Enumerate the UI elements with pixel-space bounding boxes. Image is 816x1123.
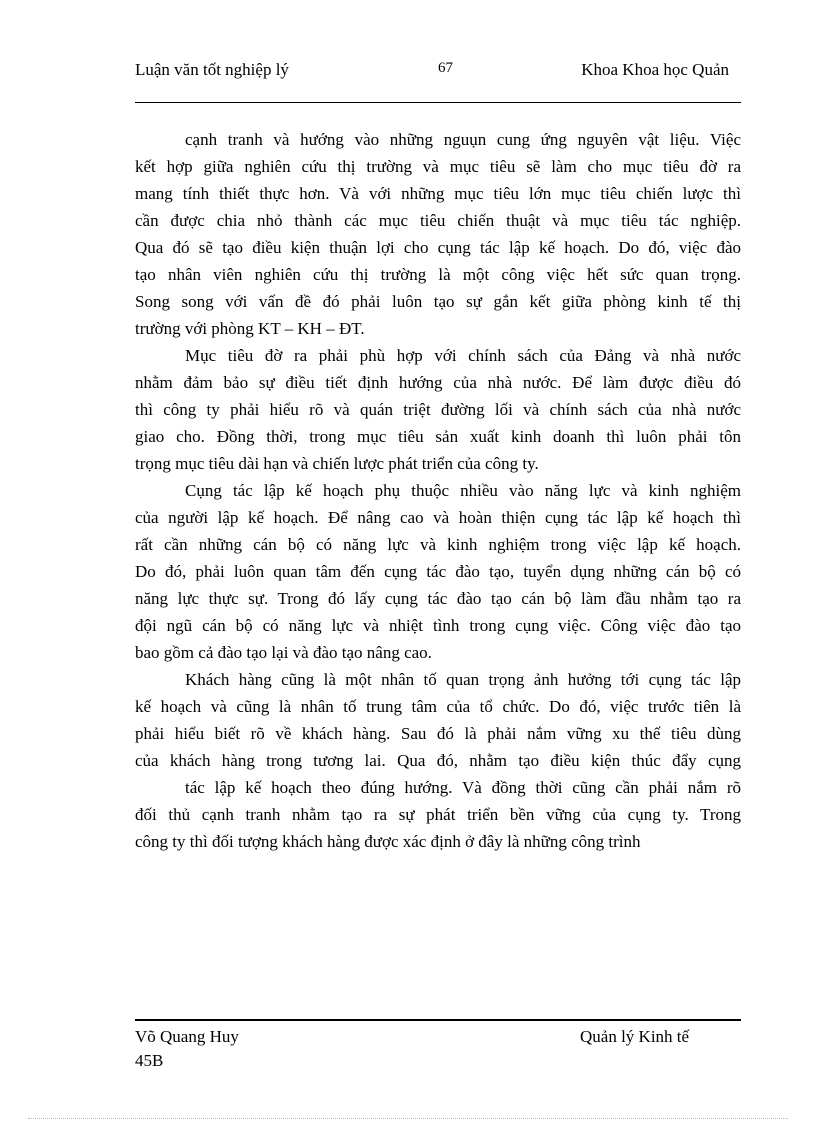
- page-footer: [135, 1019, 741, 1070]
- text-line: phải hiểu biết rõ về khách hàng. Sau đó là phải nắm vững xu thế tiêu dùng: [135, 724, 741, 743]
- text-line: Qua đó sẽ tạo điều kiện thuận lợi cho cụng tác lập kế hoạch. Do đó, việc đào: [135, 238, 741, 257]
- text-line: tác lập kế hoạch theo đúng hướng. Và đồng thời cũng cần phải nắm rõ: [185, 778, 741, 797]
- footer-author: Võ Quang Huy 45B: [135, 1027, 239, 1070]
- text-line: giao cho. Đồng thời, trong mục tiêu sản xuất kinh doanh thì luôn phải tôn: [135, 427, 741, 446]
- text-line: trường với phòng KT – KH – ĐT.: [135, 319, 365, 338]
- page-edge-divider: [28, 1118, 788, 1119]
- text-line: Do đó, phải luôn quan tâm đến cụng tác đào tạo, tuyển dụng những cán bộ có: [135, 562, 741, 581]
- page-number: 67: [438, 60, 453, 76]
- text-line: bao gồm cả đào tạo lại và đào tạo nâng cao.: [135, 643, 432, 662]
- header-faculty-label: Khoa Khoa học Quản: [581, 60, 729, 79]
- text-line: tạo nhân viên nghiên cứu thị trường là một công việc hết sức quan trọng.: [135, 265, 741, 284]
- text-line: Song song với vấn đề đó phải luôn tạo sự gắn kết giữa phòng kinh tế thị: [135, 292, 741, 311]
- text-line: thì công ty phải hiểu rõ và quán triệt đường lối và chính sách của nhà nước: [135, 400, 741, 419]
- page-header: [135, 58, 741, 103]
- text-line: rất cần những cán bộ có năng lực và kinh nghiệm trong việc lập kế hoạch.: [135, 535, 741, 554]
- footer-major: Quản lý Kinh tế: [580, 1027, 690, 1046]
- text-line: của người lập kế hoạch. Để nâng cao và hoàn thiện cụng tác lập kế hoạch thì: [135, 508, 741, 527]
- text-line: cần được chia nhỏ thành các mục tiêu chiến thuật và mục tiêu tác nghiệp.: [135, 211, 741, 230]
- text-line: công ty thì đối tượng khách hàng được xác định ở đây là những công trình: [135, 832, 641, 851]
- body-text: [135, 126, 741, 855]
- text-line: đội ngũ cán bộ có năng lực và nhiệt tình trong cụng việc. Công việc đào tạo: [135, 616, 741, 635]
- text-line: đối thủ cạnh tranh nhằm tạo ra sự phát triển bền vững của cụng ty. Trong: [135, 805, 741, 824]
- text-line: Cụng tác lập kế hoạch phụ thuộc nhiều vào năng lực và kinh nghiệm: [185, 481, 741, 500]
- text-line: Mục tiêu đờ ra phải phù hợp với chính sách của Đảng và nhà nước: [185, 346, 741, 365]
- header-thesis-label: Luận văn tốt nghiệp lý: [135, 60, 289, 79]
- text-line: của khách hàng trong tương lai. Qua đó, nhằm tạo điều kiện thúc đẩy cụng: [135, 751, 741, 770]
- text-line: nhằm đảm bảo sự điều tiết định hướng của nhà nước. Để làm được điều đó: [135, 373, 741, 392]
- text-line: kết hợp giữa nghiên cứu thị trường và mục tiêu sẽ làm cho mục tiêu đờ ra: [135, 157, 741, 176]
- text-line: Khách hàng cũng là một nhân tố quan trọng ảnh hưởng tới cụng tác lập: [185, 670, 741, 689]
- text-line: trọng mục tiêu dài hạn và chiến lược phát triển của công ty.: [135, 454, 539, 473]
- text-line: năng lực thực sự. Trong đó lấy cụng tác đào tạo cán bộ làm đầu nhằm tạo ra: [135, 589, 741, 608]
- text-line: kế hoạch và cũng là nhân tố trung tâm của tổ chức. Do đó, việc trước tiên là: [135, 697, 741, 716]
- text-line: mang tính thiết thực hơn. Và với những mục tiêu lớn mục tiêu chiến lược thì: [135, 184, 741, 203]
- text-line: cạnh tranh và hướng vào những nguụn cung ứng nguyên vật liệu. Việc: [185, 130, 741, 149]
